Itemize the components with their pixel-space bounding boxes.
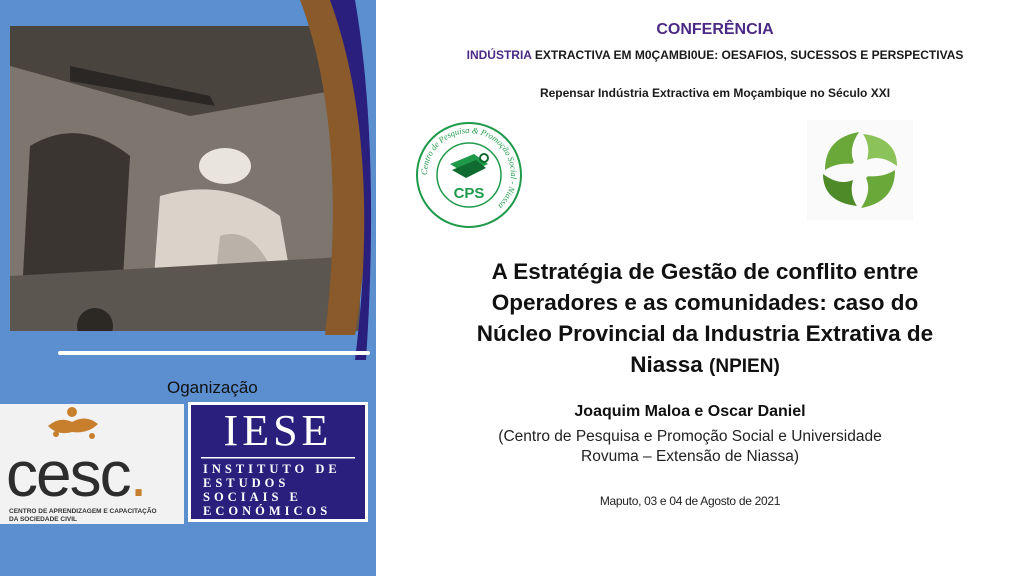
conference-subtitle	[440, 48, 990, 63]
title-line-2: Operadores e as comunidades: caso do	[491, 290, 919, 315]
cesc-wordmark: cesc.	[6, 438, 146, 510]
svg-text:CPS: CPS	[453, 185, 485, 202]
leaf-icon	[807, 120, 913, 220]
presentation-title	[405, 256, 1005, 382]
conference-theme: Repensar Indústria Extractiva em Moçambique no Século XXI	[539, 86, 891, 100]
authors: Joaquim Maloa e Oscar Daniel	[574, 403, 806, 420]
divider-line	[58, 351, 370, 355]
leaf-logo	[807, 120, 913, 220]
cesc-subtitle: CENTRO DE APRENDIZAGEM E CAPACITAÇÃO DA SOCIEDADE CIVIL	[9, 508, 157, 523]
event-date: Maputo, 03 e 04 de Agosto de 2021	[599, 494, 781, 508]
iese-line-2: ESTUDOS	[203, 476, 290, 490]
iese-line-4: ECONÓMICOS	[203, 504, 332, 518]
title-line-3: Núcleo Provincial da Industria Extrativa de	[476, 321, 934, 346]
conference-heading: CONFERÊNCIA	[656, 21, 774, 38]
subtitle-rest: EXTRACTIVA EM M0ÇAMBI0UE: OESAFIOS, SUCESSOS E PERSPECTIVAS	[534, 48, 964, 62]
cesc-logo	[0, 404, 184, 524]
cps-seal-icon	[414, 120, 524, 230]
title-line-1: A Estratégia de Gestão de conflito entre	[491, 259, 919, 284]
iese-line-3: SOCIAIS E	[203, 490, 302, 504]
left-panel	[0, 0, 376, 576]
decorative-swoosh	[0, 0, 376, 360]
organizer-label: Oganização	[167, 378, 258, 397]
affiliation-line-2: Rovuma – Extensão de Niassa)	[581, 448, 799, 465]
subtitle-accent: INDÚSTRIA	[466, 48, 532, 62]
title-acronym: (NPIEN)	[709, 356, 780, 377]
iese-logo	[188, 402, 368, 522]
affiliation-line-1: (Centro de Pesquisa e Promoção Social e Universidade	[498, 428, 882, 445]
title-line-4: Niassa (NPIEN)	[630, 352, 780, 377]
iese-title: IESE	[223, 406, 333, 455]
iese-line-1: INSTITUTO DE	[203, 462, 341, 476]
affiliation	[430, 427, 950, 467]
cps-logo	[414, 120, 524, 230]
iese-rule	[191, 455, 365, 461]
svg-text:Centro de Pesquisa & Promoção: Centro de Pesquisa & Promoção Social - Niassa	[418, 124, 520, 212]
